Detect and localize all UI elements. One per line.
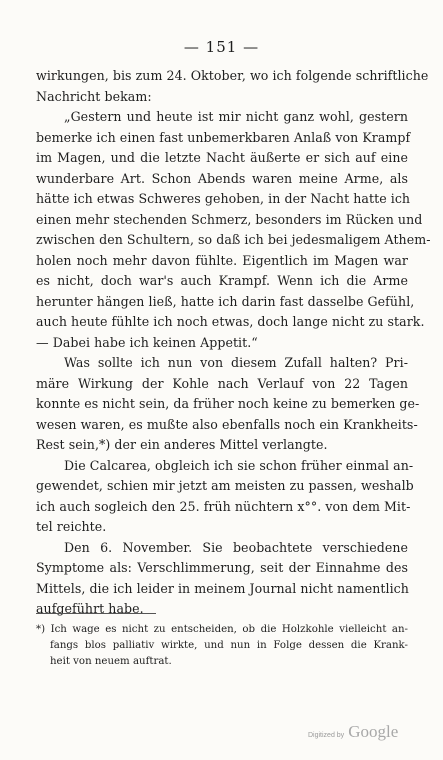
body-text [36,66,431,620]
text-line: hätte ich etwas Schweres gehoben, in der Nacht hatte ich [36,191,411,206]
google-logo: Google [348,722,399,741]
digitized-watermark [308,722,398,742]
text-line: es nicht, doch war's auch Krampf. Wenn ich die Arme [36,273,408,288]
text-line: konnte es nicht sein, da früher noch keine zu bemerken ge- [36,396,420,411]
text-line: Mittels, die ich leider in meinem Journal nicht namentlich [36,580,409,596]
text-line: wunderbare Art. Schon Abends waren meine Arme, als [36,170,408,186]
text-line: Rest sein,*) der ein anderes Mittel verlangte. [36,437,328,452]
watermark-label: Digitized by [308,732,345,739]
text-line: — Dabei habe ich keinen Appetit.“ [36,334,258,350]
footnote-line: *) Ich wage es nicht zu entscheiden, ob die Holzkohle vielleicht an- [36,624,408,635]
text-line: Nachricht bekam: [36,88,152,104]
text-line: tel reichte. [36,519,107,534]
footnote [36,622,408,670]
text-line: einen mehr stechenden Schmerz, besonders im Rücken und [36,211,423,227]
footnote-line: heit von neuem auftrat. [50,656,172,667]
text-line: Die Calcarea, obgleich ich sie schon früher einmal an- [64,457,414,473]
text-line: märe Wirkung der Kohle nach Verlauf von 22 Tagen [36,375,408,391]
footnote-line: fangs blos palliativ wirkte, und nun in Folge dessen die Krank- [50,640,408,651]
text-line: wesen waren, es mußte also ebenfalls noch ein Krankheits- [36,416,418,432]
text-line: wirkungen, bis zum 24. Oktober, wo ich folgende schriftliche [36,68,429,83]
text-line: herunter hängen ließ, hatte ich darin fast dasselbe Gefühl, [36,293,415,309]
text-line: „Gestern und heute ist mir nicht ganz wohl, gestern [64,109,408,124]
text-line: Den 6. November. Sie beobachtete verschiedene [64,539,408,555]
text-line: Symptome als: Verschlimmerung, seit der Einnahme des [36,560,408,575]
page-number: — 151 — [183,38,260,56]
text-line: ich auch sogleich den 25. früh nüchtern x°°. von dem Mit- [36,498,411,514]
text-line: zwischen den Schultern, so daß ich bei jedesmaligem Athem- [36,232,431,247]
text-line: bemerke ich einen fast unbemerkbaren Anlaß von Krampf [36,129,411,145]
text-line: gewendet, schien mir jetzt am meisten zu passen, weshalb [36,478,414,493]
text-line: im Magen, und die letzte Nacht äußerte er sich auf eine [36,150,408,165]
footnote-divider [36,613,156,614]
text-line: holen noch mehr davon fühlte. Eigentlich im Magen war [36,252,408,268]
text-line: aufgeführt habe. [36,601,144,616]
text-line: Was sollte ich nun von diesem Zufall halten? Pri- [64,355,408,370]
text-line: auch heute fühlte ich noch etwas, doch lange nicht zu stark. [36,314,425,329]
